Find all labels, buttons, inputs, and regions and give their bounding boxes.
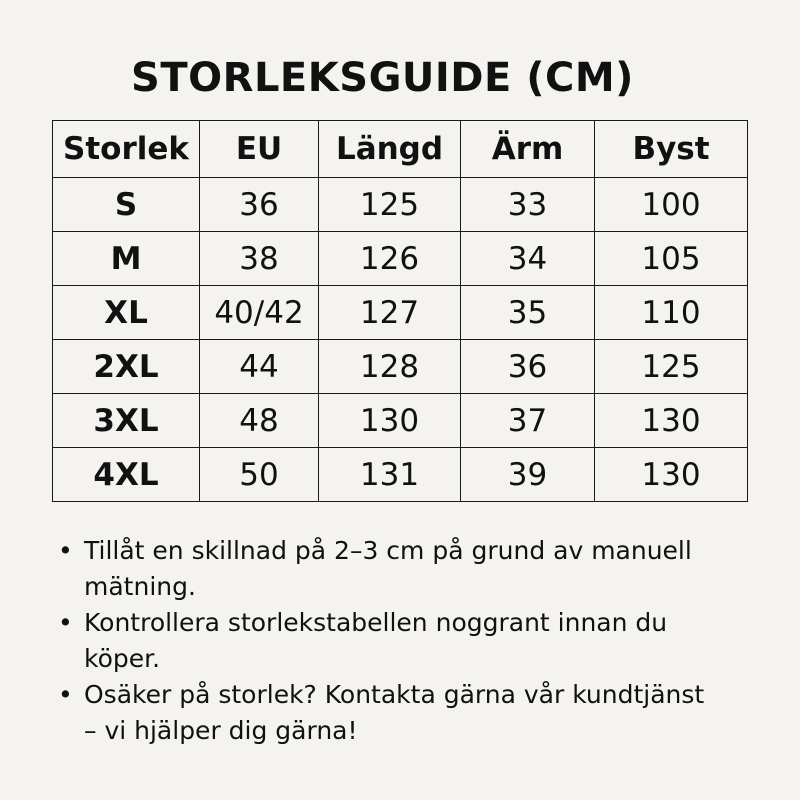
byst-cell: 130 <box>595 448 748 502</box>
arm-cell: 36 <box>461 340 595 394</box>
size-cell: S <box>53 178 200 232</box>
byst-cell: 100 <box>595 178 748 232</box>
size-cell: 2XL <box>53 340 200 394</box>
note-text: Osäker på storlek? Kontakta gärna vår kundtjänst – vi hjälper dig gärna! <box>84 680 705 745</box>
langd-cell: 125 <box>319 178 461 232</box>
eu-cell: 38 <box>200 232 319 286</box>
eu-cell: 50 <box>200 448 319 502</box>
size-cell: XL <box>53 286 200 340</box>
langd-cell: 128 <box>319 340 461 394</box>
size-cell: M <box>53 232 200 286</box>
table-row <box>53 448 748 502</box>
note-text: Kontrollera storlekstabellen noggrant innan du köper. <box>84 608 668 673</box>
note-text: Tillåt en skillnad på 2–3 cm på grund av manuell mätning. <box>84 536 692 601</box>
arm-cell: 39 <box>461 448 595 502</box>
byst-cell: 110 <box>595 286 748 340</box>
arm-cell: 37 <box>461 394 595 448</box>
notes-list <box>52 533 712 749</box>
byst-cell: 105 <box>595 232 748 286</box>
langd-cell: 130 <box>319 394 461 448</box>
bullet-icon: • <box>58 608 73 637</box>
size-cell: 4XL <box>53 448 200 502</box>
header-byst: Byst <box>595 121 748 178</box>
size-cell: 3XL <box>53 394 200 448</box>
eu-cell: 44 <box>200 340 319 394</box>
arm-cell: 35 <box>461 286 595 340</box>
bullet-icon: • <box>58 680 73 709</box>
bullet-icon: • <box>58 536 73 565</box>
list-item <box>52 605 712 677</box>
table-row <box>53 232 748 286</box>
langd-cell: 131 <box>319 448 461 502</box>
table-row <box>53 178 748 232</box>
table-header-row <box>53 121 748 178</box>
size-table <box>52 120 748 502</box>
header-langd: Längd <box>319 121 461 178</box>
page-title: STORLEKSGUIDE (CM) <box>131 55 634 101</box>
arm-cell: 34 <box>461 232 595 286</box>
header-eu: EU <box>200 121 319 178</box>
eu-cell: 48 <box>200 394 319 448</box>
langd-cell: 127 <box>319 286 461 340</box>
eu-cell: 36 <box>200 178 319 232</box>
table-row <box>53 286 748 340</box>
header-arm: Ärm <box>461 121 595 178</box>
list-item <box>52 533 712 605</box>
table-row <box>53 394 748 448</box>
byst-cell: 130 <box>595 394 748 448</box>
header-storlek: Storlek <box>53 121 200 178</box>
arm-cell: 33 <box>461 178 595 232</box>
table-row <box>53 340 748 394</box>
list-item <box>52 677 712 749</box>
langd-cell: 126 <box>319 232 461 286</box>
byst-cell: 125 <box>595 340 748 394</box>
eu-cell: 40/42 <box>200 286 319 340</box>
